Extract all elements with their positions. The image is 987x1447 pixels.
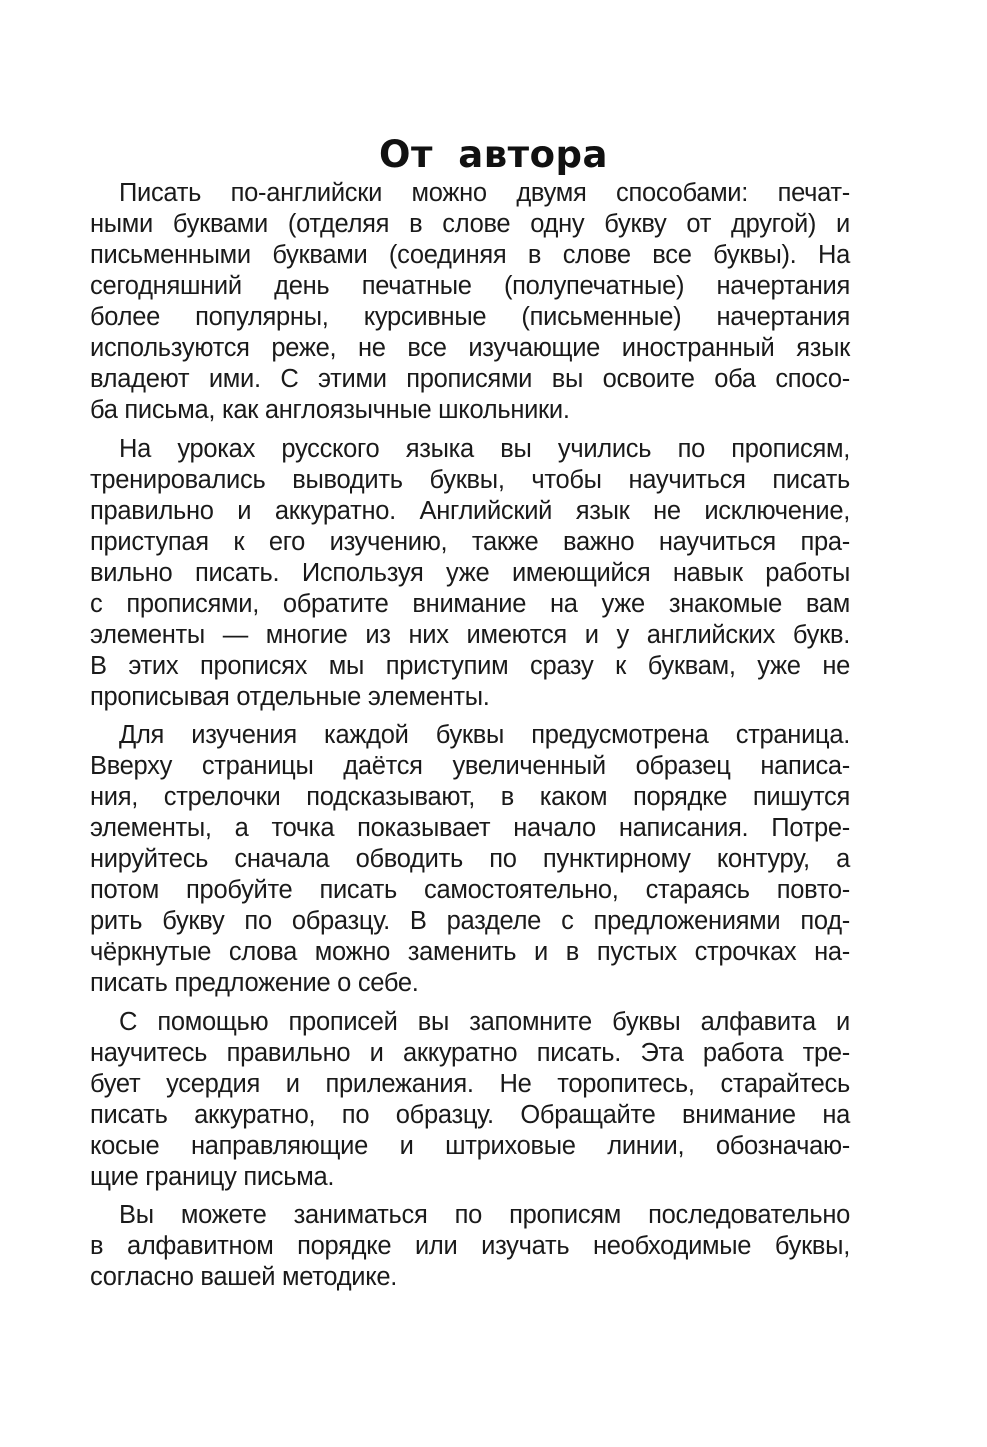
text-line: косые направляющие и штриховые линии, обозначаю- [90,1131,850,1160]
paragraph [90,1007,850,1193]
paragraph [90,1200,850,1293]
text-line: вильно писать. Используя уже имеющийся навык работы [90,558,850,587]
text-line: сегодняшний день печатные (полупечатные) начертания [90,272,850,300]
text-line: приступая к его изучению, также важно научиться пра- [90,527,850,556]
text-line: На уроках русского языка вы учились по прописям, [119,434,850,463]
text-line: более популярны, курсивные (письменные) начертания [90,303,850,331]
text-line: чёркнутые слова можно заменить и в пустых строчках на- [90,938,850,966]
text-line: согласно вашей методике. [90,1263,398,1291]
text-line: Писать по-английски можно двумя способами: печат- [119,179,850,207]
text-line: писать аккуратно, по образцу. Обращайте внимание на [90,1100,850,1129]
text-line: Вверху страницы даётся увеличенный образец написа- [90,752,850,780]
paragraph [90,178,850,426]
text-line: потом пробуйте писать самостоятельно, стараясь повто- [90,876,850,904]
text-line: прописывая отдельные элементы. [90,682,490,711]
text-line: С помощью прописей вы запомните буквы алфавита и [119,1007,850,1036]
text-line: владеют ими. С этими прописями вы освоите оба спосо- [90,365,850,393]
text-line: элементы, а точка показывает начало написания. Потре- [90,814,850,842]
paragraph [90,720,850,999]
text-line: ными буквами (отделяя в слове одну букву от другой) и [90,210,850,238]
text-line: В этих прописях мы приступим сразу к буквам, уже не [90,651,850,680]
text-line: ния, стрелочки подсказывают, в каком порядке пишутся [90,783,850,811]
text-line: Для изучения каждой буквы предусмотрена страница. [119,721,850,749]
page-title: От автора [379,132,608,176]
text-line: нируйтесь сначала обводить по пунктирному контуру, а [90,845,850,873]
paragraph [90,434,850,713]
text-line: научитесь правильно и аккуратно писать. Эта работа тре- [90,1038,850,1067]
text-line: тренировались выводить буквы, чтобы научиться писать [90,465,850,494]
text-line: письменными буквами (соединяя в слове все буквы). На [90,241,850,269]
text-line: в алфавитном порядке или изучать необходимые буквы, [90,1232,850,1260]
text-line: с прописями, обратите внимание на уже знакомые вам [90,589,850,618]
text-line: щие границу письма. [90,1162,335,1191]
text-line: Вы можете заниматься по прописям последовательно [119,1201,850,1229]
text-line: писать предложение о себе. [90,969,419,997]
body-text [90,178,850,1301]
text-line: используются реже, не все изучающие иностранный язык [90,334,850,362]
text-line: бует усердия и прилежания. Не торопитесь, старайтесь [90,1069,850,1098]
text-line: ба письма, как англоязычные школьники. [90,396,570,424]
text-line: элементы — многие из них имеются и у английских букв. [90,620,850,649]
text-line: рить букву по образцу. В разделе с предложениями под- [90,907,850,935]
text-line: правильно и аккуратно. Английский язык не исключение, [90,496,850,525]
